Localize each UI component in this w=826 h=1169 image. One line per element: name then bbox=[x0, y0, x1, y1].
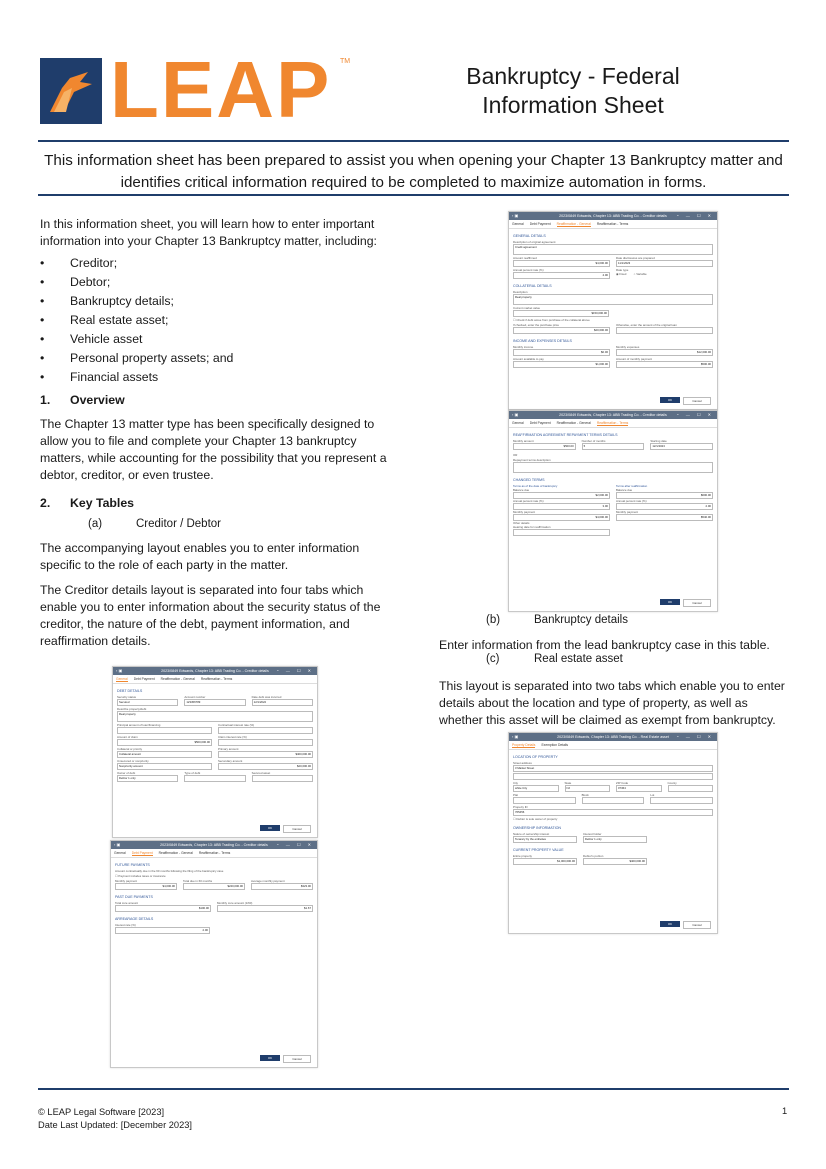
tab-bar bbox=[509, 220, 717, 229]
contractual-rate-field bbox=[218, 727, 313, 734]
tab-reaffirmation-terms: Reaffirmation - Terms bbox=[596, 222, 629, 226]
header-divider bbox=[38, 140, 789, 142]
tab-general: General bbox=[512, 222, 524, 226]
collateral-description-field: Real property bbox=[513, 294, 713, 305]
includes-taxes-checkbox: ☐ Payment includes taxes or insurance bbox=[115, 874, 166, 878]
cure-amount-field: $100.00 bbox=[115, 905, 211, 912]
tab-reaffirmation-general: Reaffirmation - General bbox=[556, 222, 591, 226]
real-estate-text: This layout is separated into two tabs which enable you to enter details about the location and type of property, as well as whether this asset will be claimed as exempt from bankruptcy. bbox=[439, 679, 785, 727]
agreement-description-field: Credit agreement bbox=[513, 244, 713, 255]
ok-button: OK bbox=[260, 1055, 280, 1061]
bankruptcy-details-text: Enter information from the lead bankruptcy case in this table. bbox=[439, 638, 770, 652]
debtor-portion-field: $400,000.00 bbox=[583, 858, 647, 865]
creditor-text-1: The accompanying layout enables you to enter information specific to the role of each party in the matter. bbox=[40, 541, 360, 572]
tab-reaffirmation-terms: Reaffirmation - Terms bbox=[200, 677, 233, 681]
purchase-collateral-checkbox: ☐ Check if debt arose from purchase of the collateral above bbox=[513, 318, 590, 322]
tab-bar bbox=[111, 849, 317, 858]
original-loan-field bbox=[616, 327, 713, 334]
debt-type-field bbox=[184, 775, 245, 782]
section-general-details: GENERAL DETAILS bbox=[513, 234, 546, 238]
intro-banner: This information sheet has been prepared to assist you when opening your Chapter 13 Bankruptcy matter and identifies critical information required to be completed to maximize automation in forms. bbox=[44, 152, 783, 191]
ok-button: OK bbox=[660, 397, 680, 403]
window-title-bar: ‹ ▣ 2023/0849 Edwards, Chapter 13: ABB Trading Co. - Creditor details ◔ — ☐ ✕ bbox=[509, 212, 717, 220]
block-field bbox=[582, 797, 645, 804]
tab-reaffirmation-general: Reaffirmation - General bbox=[556, 421, 591, 425]
real-estate-screenshot: ‹ ▣ 2023/0849 Edwards, Chapter 13: ABB Trading Co. - Real Estate asset ◔ — ☐ ✕ Property Details Exemption Details LOCATION OF PROPERTY Street address 3 Market Street City white City State NJ ZIP Code 07364 County Plat Block Lot Property ID 765456 ☐ Debtor is sole owner of property OWNERSHIP INFORMATION Nature of ownership interest Tenancy by the entireties Interest holder Debtor 1 only CURRENT PROPERTY VALUE Entire property $1,000,000.00 Debtor's portion $400,000.00 OK Cancel bbox=[508, 732, 718, 934]
monthly-payment-field: $4,000.00 bbox=[115, 883, 177, 890]
leap-logo bbox=[40, 45, 351, 134]
list-item: • Debtor; bbox=[40, 273, 390, 292]
property-id-field: 765456 bbox=[513, 809, 713, 816]
back-icon: ‹ ▣ bbox=[512, 412, 519, 417]
date-incurred-field: 12/1/2022 bbox=[252, 699, 313, 706]
copyright: © LEAP Legal Software [2023] bbox=[38, 1107, 165, 1117]
section-changed-terms: CHANGED TERMS bbox=[513, 478, 545, 482]
tab-reaffirmation-general: Reaffirmation - General bbox=[160, 677, 195, 681]
lot-field bbox=[650, 797, 713, 804]
tab-general: General bbox=[114, 851, 126, 855]
real-estate-heading: (c) Real estate asset bbox=[486, 653, 623, 665]
section-ownership: OWNERSHIP INFORMATION bbox=[513, 826, 561, 830]
nature-of-interest-field: Tenancy by the entireties bbox=[513, 836, 577, 843]
window-title-bar: ‹ ▣ 2023/0849 Edwards, Chapter 13: ABB Trading Co. - Real Estate asset ◔ — ☐ ✕ bbox=[509, 733, 717, 741]
tab-general: General bbox=[116, 677, 128, 681]
hearing-date-field bbox=[513, 529, 610, 536]
topics-list bbox=[40, 254, 390, 387]
leap-logo-mark-icon bbox=[40, 58, 102, 124]
amount-available-field: $1,000.00 bbox=[513, 361, 610, 368]
cancel-button: Cancel bbox=[283, 1055, 311, 1063]
sole-owner-checkbox: ☐ Debtor is sole owner of property bbox=[513, 817, 558, 821]
tab-bar bbox=[113, 675, 317, 684]
tab-general: General bbox=[512, 421, 524, 425]
footer-info bbox=[38, 1106, 192, 1132]
monthly-cure-field: $1.67 bbox=[217, 905, 313, 912]
secured-asset-field bbox=[252, 775, 313, 782]
tab-debt-payment: Debt Payment bbox=[133, 677, 155, 681]
ok-button: OK bbox=[660, 921, 680, 927]
tab-exemption-details: Exemption Details bbox=[541, 743, 569, 747]
section-collateral-details: COLLATERAL DETAILS bbox=[513, 284, 552, 288]
trademark-mark: TM bbox=[340, 58, 351, 65]
section-location: LOCATION OF PROPERTY bbox=[513, 755, 558, 759]
owner-field: Debtor 1 only bbox=[117, 775, 178, 782]
banner-divider bbox=[38, 194, 789, 196]
apr-after-field: 2.00 bbox=[616, 503, 713, 510]
tab-reaffirmation-terms: Reaffirmation - Terms bbox=[596, 421, 629, 425]
section-past-due: PAST DUE PAYMENTS bbox=[115, 895, 153, 899]
bankruptcy-details-heading: (b) Bankruptcy details bbox=[486, 614, 628, 626]
interest-rate-field: 2.00 bbox=[115, 927, 210, 934]
city-field: white City bbox=[513, 785, 559, 792]
apr-before-field: 3.00 bbox=[513, 503, 610, 510]
rate-type-radio: ◉ Fixed ○ Variable bbox=[616, 272, 647, 276]
intro-lead: In this information sheet, you will learn how to enter important information into your Chapter 13 Bankruptcy matter, including: bbox=[40, 217, 377, 248]
tab-property-details: Property Details bbox=[512, 743, 536, 747]
section-arrearage: ARREARAGE DETAILS bbox=[115, 917, 154, 921]
payment-after-field: $540.00 bbox=[616, 514, 713, 521]
key-tables-heading: 2. Key Tables bbox=[40, 496, 135, 510]
primary-amount-field: $400,000.00 bbox=[218, 751, 313, 758]
average-payment-field: $323.00 bbox=[251, 883, 313, 890]
street-address-line-2-field bbox=[513, 773, 713, 780]
describe-field: Real property bbox=[117, 711, 313, 722]
leap-logo-text: LEAP bbox=[110, 45, 332, 134]
monthly-payment-field: $500.00 bbox=[616, 361, 713, 368]
section-debt-details: DEBT DETAILS bbox=[117, 689, 143, 693]
section-income-expenses: INCOME AND EXPENSES DETAILS bbox=[513, 339, 572, 343]
document-title bbox=[430, 62, 716, 120]
tab-bar bbox=[509, 741, 717, 750]
title-line-2: Information Sheet bbox=[482, 92, 664, 118]
section-repayment-terms: REAFFIRMATION AGREEMENT REPAYMENT TERMS DETAILS bbox=[513, 433, 618, 437]
unsecured-field: Nonpriority amount bbox=[117, 763, 212, 770]
secondary-amount-field: $20,000.00 bbox=[218, 763, 313, 770]
tab-debt-payment: Debt Payment bbox=[529, 222, 551, 226]
window-controls-icon: ◔ — ☐ ✕ bbox=[276, 842, 314, 847]
security-status-field: Secured bbox=[117, 699, 178, 706]
ok-button: OK bbox=[260, 825, 280, 831]
back-icon: ‹ ▣ bbox=[512, 213, 519, 218]
last-updated: Date Last Updated: [December 2023] bbox=[38, 1120, 193, 1130]
section-current-value: CURRENT PROPERTY VALUE bbox=[513, 848, 564, 852]
apr-field: 4.00 bbox=[513, 272, 610, 279]
creditor-debt-payment-screenshot: ‹ ▣ 2023/0849 Edwards, Chapter 13: ABB Trading Co. - Creditor details ◔ — ☐ ✕ General Debt Payment Reaffirmation - General Reaffirmation - Terms FUTURE PAYMENTS Amount contractually due in the 60 months following the filing of the bankruptcy case ☐ Payment includes taxes or insurance Monthly payment $4,000.00 Total due in 60 months $240,000.00 Average monthly payment $323.00 PAST DUE PAYMENTS Total cure amount $100.00 Monthly cure amount (1/60) $1.67 ARREARAGE DETAILS Interest rate (%) 2.00 OK Cancel bbox=[110, 840, 318, 1068]
creditor-text-2: The Creditor details layout is separated into four tabs which enable you to enter information about the security status of the creditor, the nature of the debt, payment information, and reaffirmation details. bbox=[40, 583, 381, 648]
balance-before-field: $2,000.00 bbox=[513, 492, 610, 499]
county-field bbox=[668, 785, 714, 792]
tab-bar bbox=[509, 419, 717, 428]
list-item: • Financial assets bbox=[40, 368, 390, 387]
overview-heading: 1. Overview bbox=[40, 393, 125, 407]
claim-rate-field bbox=[218, 739, 313, 746]
repayment-description-field bbox=[513, 462, 713, 473]
creditor-general-screenshot: ‹ ▣ 2023/0849 Edwards, Chapter 13: ABB Trading Co. - Creditor details ◔ — ☐ ✕ General Debt Payment Reaffirmation - General Reaffirmation - Terms DEBT DETAILS Security status Secured Account number 123456789 Date debt was incurred 12/1/2022 Describe property/debt Real property Principal amount of loan/financing Contractual interest rate (%) Amount of claim $500,000.00 Claim interest rate (%) Collateral or priority Collateral amount Primary amount $400,000.00 Unsecured or nonpriority Nonpriority amount Secondary amount $20,000.00 Owner of debt Debtor 1 only Type of debt Secured asset OK Cancel bbox=[112, 666, 318, 838]
footer-divider bbox=[38, 1088, 789, 1090]
list-item: • Real estate asset; bbox=[40, 311, 390, 330]
cancel-button: Cancel bbox=[283, 825, 311, 833]
entire-property-field: $1,000,000.00 bbox=[513, 858, 577, 865]
page-number: 1 bbox=[782, 1106, 788, 1116]
back-icon: ‹ ▣ bbox=[512, 734, 519, 739]
plat-field bbox=[513, 797, 576, 804]
balance-after-field: $600.00 bbox=[616, 492, 713, 499]
disclosure-date-field: 11/1/2023 bbox=[616, 260, 713, 267]
number-of-months-field: 5 bbox=[582, 443, 645, 450]
window-title-bar: ‹ ▣ 2023/0849 Edwards, Chapter 13: ABB Trading Co. - Creditor details ◔ — ☐ ✕ bbox=[509, 411, 717, 419]
collateral-priority-field: Collateral amount bbox=[117, 751, 212, 758]
list-item: • Bankruptcy details; bbox=[40, 292, 390, 311]
window-controls-icon: ◔ — ☐ ✕ bbox=[676, 734, 714, 739]
title-line-1: Bankruptcy - Federal bbox=[466, 63, 680, 89]
monthly-expenses-field: $12,000.00 bbox=[616, 349, 713, 356]
claim-amount-field: $500,000.00 bbox=[117, 739, 212, 746]
tab-debt-payment: Debt Payment bbox=[529, 421, 551, 425]
market-value-field: $150,000.00 bbox=[513, 310, 609, 317]
starting-date-field: 12/1/2023 bbox=[650, 443, 713, 450]
tab-reaffirmation-general: Reaffirmation - General bbox=[158, 851, 193, 855]
window-controls-icon: ◔ — ☐ ✕ bbox=[676, 412, 714, 417]
overview-text: The Chapter 13 matter type has been specifically designed to allow you to file and complete your Chapter 13 bankruptcy matters, while accounting for the possibility that you represent a debtor, creditor, or even trustee. bbox=[40, 417, 387, 482]
monthly-amount-field: $500.00 bbox=[513, 443, 576, 450]
left-column bbox=[40, 216, 390, 650]
window-controls-icon: ◔ — ☐ ✕ bbox=[276, 668, 314, 673]
creditor-debtor-heading: (a) Creditor / Debtor bbox=[88, 518, 222, 530]
list-item: • Personal property assets; and bbox=[40, 349, 390, 368]
cancel-button: Cancel bbox=[683, 921, 711, 929]
account-number-field: 123456789 bbox=[184, 699, 245, 706]
window-title-bar: ‹ ▣ 2023/0849 Edwards, Chapter 13: ABB Trading Co. - Creditor details ◔ — ☐ ✕ bbox=[111, 841, 317, 849]
purchase-price-field: $20,000.00 bbox=[513, 327, 610, 334]
cancel-button: Cancel bbox=[683, 397, 711, 405]
interest-holder-field: Debtor 1 only bbox=[583, 836, 647, 843]
window-controls-icon: ◔ — ☐ ✕ bbox=[676, 213, 714, 218]
street-address-field: 3 Market Street bbox=[513, 765, 713, 772]
reaffirmation-general-screenshot: ‹ ▣ 2023/0849 Edwards, Chapter 13: ABB Trading Co. - Creditor details ◔ — ☐ ✕ General Debt Payment Reaffirmation - General Reaffirmation - Terms GENERAL DETAILS Description of original agreement Credit agreement Amount reaffirmed $4,000.00 Date disclosures are prepared 11/1/2023 Annual percent rate (%) 4.00 Rate type ◉ Fixed ○ Variable COLLATERAL DETAILS Description Real property Current market value $150,000.00 ☐ Check if debt arose from purchase of the collateral above If checked, enter the purchase price $20,000.00 Otherwise, enter the amount of the original loan INCOME AND EXPENSES DETAILS Monthly income $0.00 Monthly expenses $12,000.00 Amount available to pay $1,000.00 Amount of monthly payment $500.00 OK Cancel bbox=[508, 211, 718, 410]
principal-field bbox=[117, 727, 212, 734]
tab-debt-payment: Debt Payment bbox=[131, 851, 153, 855]
back-icon: ‹ ▣ bbox=[116, 668, 123, 673]
reaffirmation-terms-screenshot: ‹ ▣ 2023/0849 Edwards, Chapter 13: ABB Trading Co. - Creditor details ◔ — ☐ ✕ General Debt Payment Reaffirmation - General Reaffirmation - Terms REAFFIRMATION AGREEMENT REPAYMENT TERMS DETAILS Monthly amount $500.00 Number of months 5 Starting date 12/1/2023 OR Repayment terms description CHANGED TERMS Terms as of the date of bankruptcy Balance due $2,000.00 Annual percent rate (%) 3.00 Monthly payment $4,000.00 Other details Hearing date for reaffirmation Terms after reaffirmation Balance due $600.00 Annual percent rate (%) 2.00 Monthly payment $540.00 OK Cancel bbox=[508, 410, 718, 612]
cancel-button: Cancel bbox=[683, 599, 711, 607]
list-item: • Vehicle asset bbox=[40, 330, 390, 349]
list-item: • Creditor; bbox=[40, 254, 390, 273]
payment-before-field: $4,000.00 bbox=[513, 514, 610, 521]
total-due-field: $240,000.00 bbox=[183, 883, 245, 890]
amount-reaffirmed-field: $4,000.00 bbox=[513, 260, 610, 267]
window-title-bar: ‹ ▣ 2023/0849 Edwards, Chapter 13: ABB Trading Co. - Creditor details ◔ — ☐ ✕ bbox=[113, 667, 317, 675]
state-field: NJ bbox=[565, 785, 611, 792]
ok-button: OK bbox=[660, 599, 680, 605]
back-icon: ‹ ▣ bbox=[114, 842, 121, 847]
monthly-income-field: $0.00 bbox=[513, 349, 610, 356]
section-future-payments: FUTURE PAYMENTS bbox=[115, 863, 150, 867]
tab-reaffirmation-terms: Reaffirmation - Terms bbox=[198, 851, 231, 855]
zip-field: 07364 bbox=[616, 785, 662, 792]
